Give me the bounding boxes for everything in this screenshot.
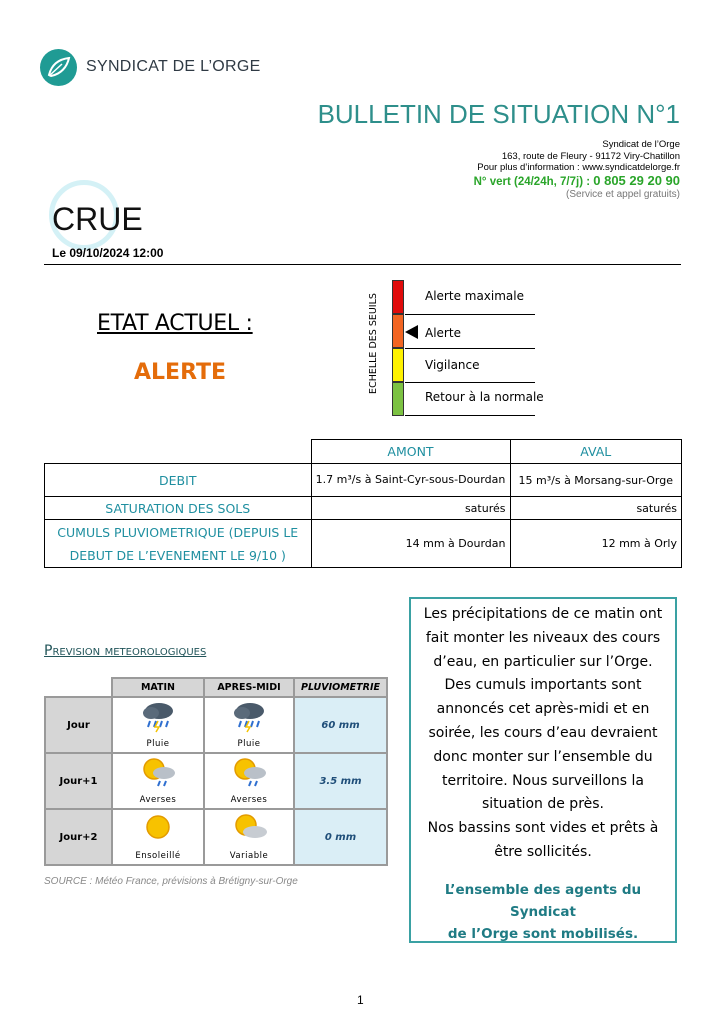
col-aval: AVAL bbox=[510, 440, 682, 464]
scale-level-alerte-maximale: Alerte maximale bbox=[425, 289, 524, 303]
forecast-row bbox=[45, 809, 387, 865]
info-line: Nos bassins sont vides et prêts à bbox=[427, 820, 659, 837]
header-divider bbox=[44, 264, 681, 265]
pluvio-value: 3.5 mm bbox=[294, 753, 387, 809]
scale-level-vigilance: Vigilance bbox=[425, 358, 480, 372]
pluvio-value: 0 mm bbox=[294, 809, 387, 865]
rain-cloud-icon bbox=[229, 699, 269, 733]
contact-address: 163, route de Fleury - 91172 Viry-Chatillon bbox=[501, 150, 680, 162]
info-line: d’eau, en particulier sur l’Orge. bbox=[433, 653, 653, 670]
forecast-source: SOURCE : Météo France, prévisions à Brétigny-sur-Orge bbox=[44, 876, 298, 887]
forecast-cell bbox=[112, 809, 204, 865]
forecast-cell bbox=[112, 697, 204, 753]
table-row bbox=[45, 520, 682, 568]
cumul-aval: 12 mm à Orly bbox=[510, 520, 682, 568]
scale-tick bbox=[405, 314, 535, 315]
bulletin-date: Le 09/10/2024 12:00 bbox=[52, 246, 164, 260]
scale-level-alerte: Alerte bbox=[425, 326, 461, 340]
forecast-row bbox=[45, 753, 387, 809]
scale-bar-yellow bbox=[392, 348, 404, 382]
weather-caption: Pluie bbox=[146, 739, 170, 749]
debit-amont: 1.7 m³/s à Saint-Cyr-sous-Dourdan bbox=[311, 464, 510, 497]
bulletin-title: BULLETIN DE SITUATION N°1 bbox=[317, 99, 680, 129]
contact-org: Syndicat de l’Orge bbox=[602, 139, 680, 150]
sun-rain-cloud-icon bbox=[138, 755, 178, 789]
pluvio-value: 60 mm bbox=[294, 697, 387, 753]
status-heading: ETAT ACTUEL : bbox=[97, 311, 253, 336]
highlight-line: de l’Orge sont mobilisés. bbox=[447, 925, 639, 942]
col-amont: AMONT bbox=[311, 440, 510, 464]
scale-bar-red bbox=[392, 280, 404, 314]
saturation-amont: saturés bbox=[311, 497, 510, 520]
phone-line bbox=[474, 174, 680, 189]
situation-info-box bbox=[409, 597, 677, 943]
cumul-amont: 14 mm à Dourdan bbox=[311, 520, 510, 568]
info-line: Des cumuls importants sont bbox=[444, 677, 642, 694]
row-label: DEBIT bbox=[45, 464, 312, 497]
service-note: (Service et appel gratuits) bbox=[566, 188, 680, 200]
logo-text: SYNDICAT DE L’ORGE bbox=[86, 58, 261, 75]
highlight-line: L’ensemble des agents du Syndicat bbox=[444, 881, 642, 920]
scale-tick bbox=[405, 382, 535, 383]
debit-aval: 15 m³/s à Morsang-sur-Orge bbox=[510, 464, 682, 497]
scale-tick bbox=[405, 415, 535, 416]
info-line: territoire. Nous surveillons la bbox=[442, 772, 644, 789]
forecast-cell bbox=[204, 753, 294, 809]
scale-bar-green bbox=[392, 382, 404, 416]
info-line: situation de près. bbox=[481, 796, 605, 813]
info-line: fait monter les niveaux des cours bbox=[425, 629, 661, 646]
status-level: ALERTE bbox=[134, 360, 227, 385]
scale-tick bbox=[405, 348, 535, 349]
col-matin: MATIN bbox=[112, 678, 204, 697]
weather-caption: Averses bbox=[139, 795, 177, 805]
col-apres-midi: APRES-MIDI bbox=[204, 678, 294, 697]
forecast-title: Prevision meteorologiques bbox=[44, 643, 207, 659]
event-type: CRUE bbox=[52, 201, 143, 237]
sun-rain-cloud-icon bbox=[229, 755, 269, 789]
forecast-table bbox=[44, 677, 388, 866]
row-label: SATURATION DES SOLS bbox=[45, 497, 312, 520]
phone-number: 0 805 29 20 90 bbox=[593, 172, 680, 188]
forecast-cell bbox=[204, 697, 294, 753]
weather-caption: Averses bbox=[230, 795, 268, 805]
sun-cloud-icon bbox=[229, 811, 269, 845]
weather-caption: Ensoleillé bbox=[135, 851, 181, 861]
day-label: Jour+1 bbox=[45, 753, 112, 809]
weather-caption: Pluie bbox=[237, 739, 261, 749]
table-row bbox=[45, 464, 682, 497]
contact-info-line: Pour plus d’information : www.syndicatdelorge.fr bbox=[477, 162, 680, 173]
table-row bbox=[45, 497, 682, 520]
info-line: être sollicités. bbox=[494, 843, 592, 860]
info-line: Les précipitations de ce matin ont bbox=[423, 606, 663, 622]
scale-level-normal: Retour à la normale bbox=[425, 390, 544, 404]
situation-table bbox=[44, 439, 682, 568]
contact-block bbox=[474, 139, 680, 200]
forecast-cell bbox=[112, 753, 204, 809]
info-line: soirée, les cours d’eau devraient bbox=[428, 724, 658, 741]
scale-bar-orange bbox=[392, 314, 404, 348]
info-line: donc monter sur l’ensemble du bbox=[433, 748, 653, 765]
info-line: annoncés cet après-midi et en bbox=[436, 701, 650, 718]
saturation-aval: saturés bbox=[510, 497, 682, 520]
day-label: Jour bbox=[45, 697, 112, 753]
page-number: 1 bbox=[357, 993, 364, 1007]
rain-cloud-icon bbox=[138, 699, 178, 733]
sun-icon bbox=[138, 811, 178, 845]
mobilisation-message bbox=[411, 879, 675, 945]
day-label: Jour+2 bbox=[45, 809, 112, 865]
forecast-row bbox=[45, 697, 387, 753]
logo-icon bbox=[40, 49, 77, 86]
row-label: CUMULS PLUVIOMETRIQUE (DEPUIS LE DEBUT DE L’EVENEMENT LE 9/10 ) bbox=[45, 520, 312, 568]
current-level-marker-icon bbox=[405, 325, 418, 339]
scale-label: ECHELLE DES SEUILS bbox=[367, 292, 379, 394]
col-pluviometrie: PLUVIOMETRIE bbox=[294, 678, 387, 697]
weather-caption: Variable bbox=[229, 851, 269, 861]
phone-label: N° vert (24/24h, 7/7j) : bbox=[473, 175, 591, 188]
forecast-cell bbox=[204, 809, 294, 865]
